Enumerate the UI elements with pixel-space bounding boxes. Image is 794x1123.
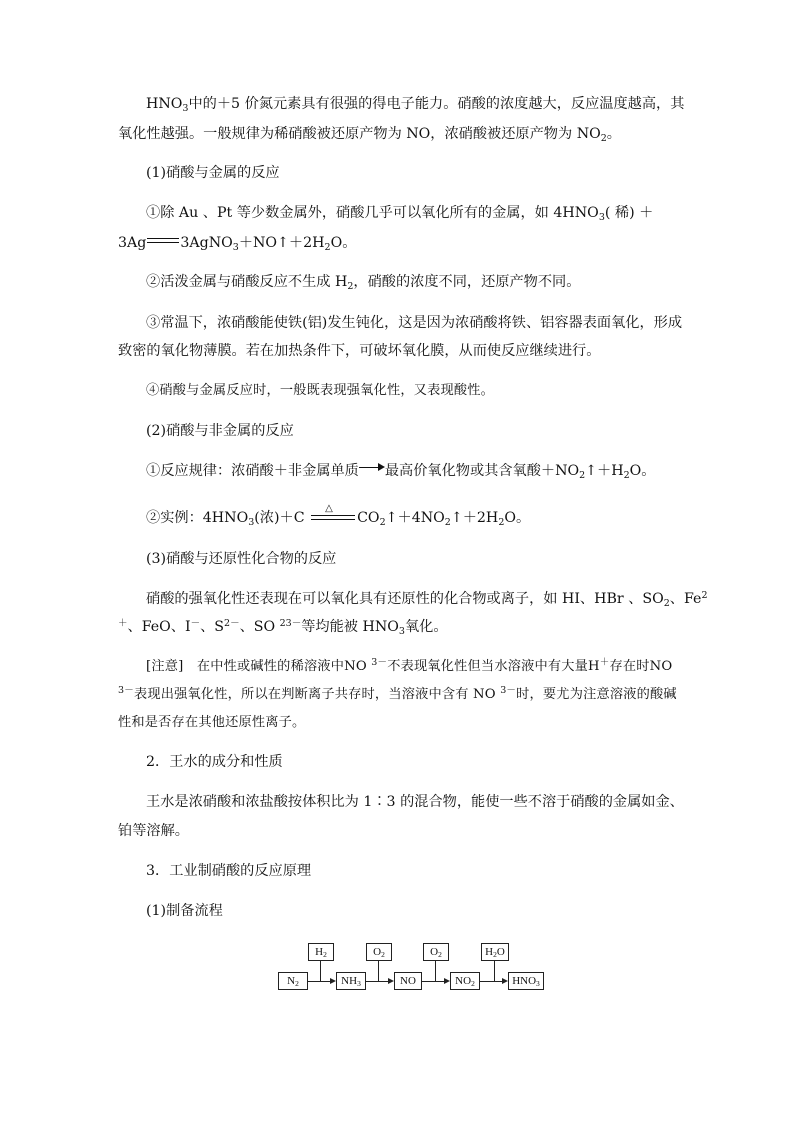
text: ，硝酸的浓度不同，还原产物不同。 [353, 274, 581, 290]
subscript: 2 [623, 470, 630, 481]
superscript: 3－ [500, 685, 517, 696]
flow-reagent-h2o: $H_2O$ [481, 943, 509, 961]
section-heading-metals: (1)硝酸与金属的反应 [146, 165, 280, 181]
flow-box-hno3: $HNO_3$ [508, 972, 544, 990]
note-line-2 [118, 685, 677, 705]
heating-equals-sign [311, 503, 355, 523]
subscript: 2 [379, 517, 386, 528]
text: ↑＋4NO [385, 510, 445, 526]
text: 3AgNO [180, 235, 233, 251]
heading-aqua-regia: 2．王水的成分和性质 [146, 754, 283, 770]
section-heading-nonmetals: (2)硝酸与非金属的反应 [146, 423, 294, 439]
reducing-para-line-1 [146, 589, 708, 609]
superscript: 23－ [279, 618, 302, 629]
subscript: 2 [600, 133, 607, 144]
metals-item-4: ④硝酸与金属反应时，一般既表现强氧化性，又表现酸性。 [146, 383, 495, 398]
text: 存在时NO [609, 659, 673, 674]
flow-heading: (1)制备流程 [146, 903, 223, 919]
metals-item-3-line-1: ③常温下，浓硝酸能使铁(铝)发生钝化，这是因为浓硝酸将铁、铝容器表面氧化，形成 [146, 315, 683, 331]
note-line-3: 性和是否存在其他还原性离子。 [118, 715, 306, 730]
superscript: 3－ [371, 657, 388, 668]
flow-box-n2: $N_2$ [278, 972, 308, 990]
text: CO [357, 510, 380, 526]
text: O。 [330, 235, 357, 251]
text: 时，要尤为注意溶液的酸碱 [516, 687, 677, 702]
text: [注意] 在中性或碱性的稀溶液中NO [146, 659, 372, 674]
text: O。 [629, 463, 656, 479]
text: ②活泼金属与硝酸反应不生成 H [146, 274, 348, 290]
subscript: 2 [579, 470, 586, 481]
intro-line-1 [146, 94, 684, 114]
flow-box-nh3: $NH_3$ [336, 972, 366, 990]
arrow-icon [388, 978, 394, 984]
text: 表现出强氧化性，所以在判断离子共存时，当溶液中含有 NO [133, 687, 501, 702]
text: ↑＋2H [450, 510, 499, 526]
subscript: 2 [324, 242, 331, 253]
metals-item-2 [146, 272, 580, 292]
arrow-icon [502, 978, 508, 984]
subscript: 2 [663, 598, 670, 609]
metals-item-3-line-2: 致密的氧化物薄膜。若在加热条件下，可破坏氧化膜，从而使反应继续进行。 [118, 343, 601, 359]
nonmetals-item-2 [146, 503, 531, 528]
heat-triangle-icon: △ [325, 503, 333, 514]
arrow-icon [359, 463, 385, 473]
reducing-para-line-2 [118, 617, 448, 637]
text: 、Fe [669, 591, 702, 607]
superscript: 2－ [224, 618, 240, 629]
intro-line-2 [118, 124, 621, 144]
superscript: ＋ [118, 618, 128, 629]
text: 。 [606, 126, 621, 142]
subscript: 3 [598, 212, 605, 223]
subscript: 3 [182, 103, 189, 114]
text: 不表现氧化性但当水溶液中有大量H [387, 659, 600, 674]
section-heading-reducing: (3)硝酸与还原性化合物的反应 [146, 551, 337, 567]
aqua-regia-line-2: 铂等溶解。 [118, 823, 189, 839]
text: 最高价氧化物或其含氧酸＋NO [384, 463, 580, 479]
superscript: － [190, 618, 201, 629]
text: ②实例：4HNO [146, 510, 249, 526]
superscript: 3－ [118, 685, 134, 696]
note-line-1 [146, 657, 672, 677]
text: 氧化。 [404, 619, 448, 635]
text: 3Ag [118, 235, 147, 251]
subscript: 3 [232, 242, 239, 253]
nonmetals-item-1 [146, 461, 656, 481]
arrow-icon [330, 978, 336, 984]
subscript: 3 [398, 626, 405, 637]
text: ↑＋H [585, 463, 624, 479]
text: ①反应规律：浓硝酸＋非金属单质 [146, 463, 359, 479]
text: (浓)＋C [254, 510, 305, 526]
flow-reagent-o2-1: $O_2$ [366, 943, 392, 961]
text: ( 稀) ＋ [604, 205, 654, 221]
subscript: 3 [248, 517, 255, 528]
equals-sign [147, 236, 179, 246]
flow-reagent-h2: $H_2$ [308, 943, 334, 961]
text: O。 [504, 510, 531, 526]
superscript: ＋ [599, 657, 610, 668]
heading-industrial: 3．工业制硝酸的反应原理 [146, 863, 312, 879]
text: ＋NO↑＋2H [238, 235, 325, 251]
flow-box-no: NO [394, 972, 422, 990]
text: 氧化性越强。一般规律为稀硝酸被还原产物为 NO，浓硝酸被还原产物为 NO [118, 126, 601, 142]
flow-reagent-o2-2: $O_2$ [423, 943, 449, 961]
metals-item-1-line-1 [146, 203, 653, 223]
text: 、FeO、I [127, 619, 191, 635]
arrow-icon [444, 978, 450, 984]
subscript: 2 [444, 517, 451, 528]
subscript: 2 [498, 517, 505, 528]
text: 中的＋5 价氮元素具有很强的得电子能力。硝酸的浓度越大，反应温度越高，其 [188, 96, 685, 112]
text: 等均能被 HNO [301, 619, 399, 635]
metals-item-1-line-2 [118, 233, 356, 253]
superscript: 2 [701, 590, 708, 601]
flow-box-no2: $NO_2$ [450, 972, 480, 990]
text: HNO [146, 96, 183, 112]
text: 硝酸的强氧化性还表现在可以氧化具有还原性的化合物或离子，如 HI、HBr 、SO [146, 591, 664, 607]
aqua-regia-line-1: 王水是浓硝酸和浓盐酸按体积比为 1∶3 的混合物，能使一些不溶于硝酸的金属如金、 [146, 794, 684, 810]
text: ①除 Au 、Pt 等少数金属外，硝酸几乎可以氧化所有的金属，如 4HNO [146, 205, 599, 221]
subscript: 2 [347, 281, 354, 292]
text: 、SO [239, 619, 280, 635]
text: 、S [200, 619, 225, 635]
